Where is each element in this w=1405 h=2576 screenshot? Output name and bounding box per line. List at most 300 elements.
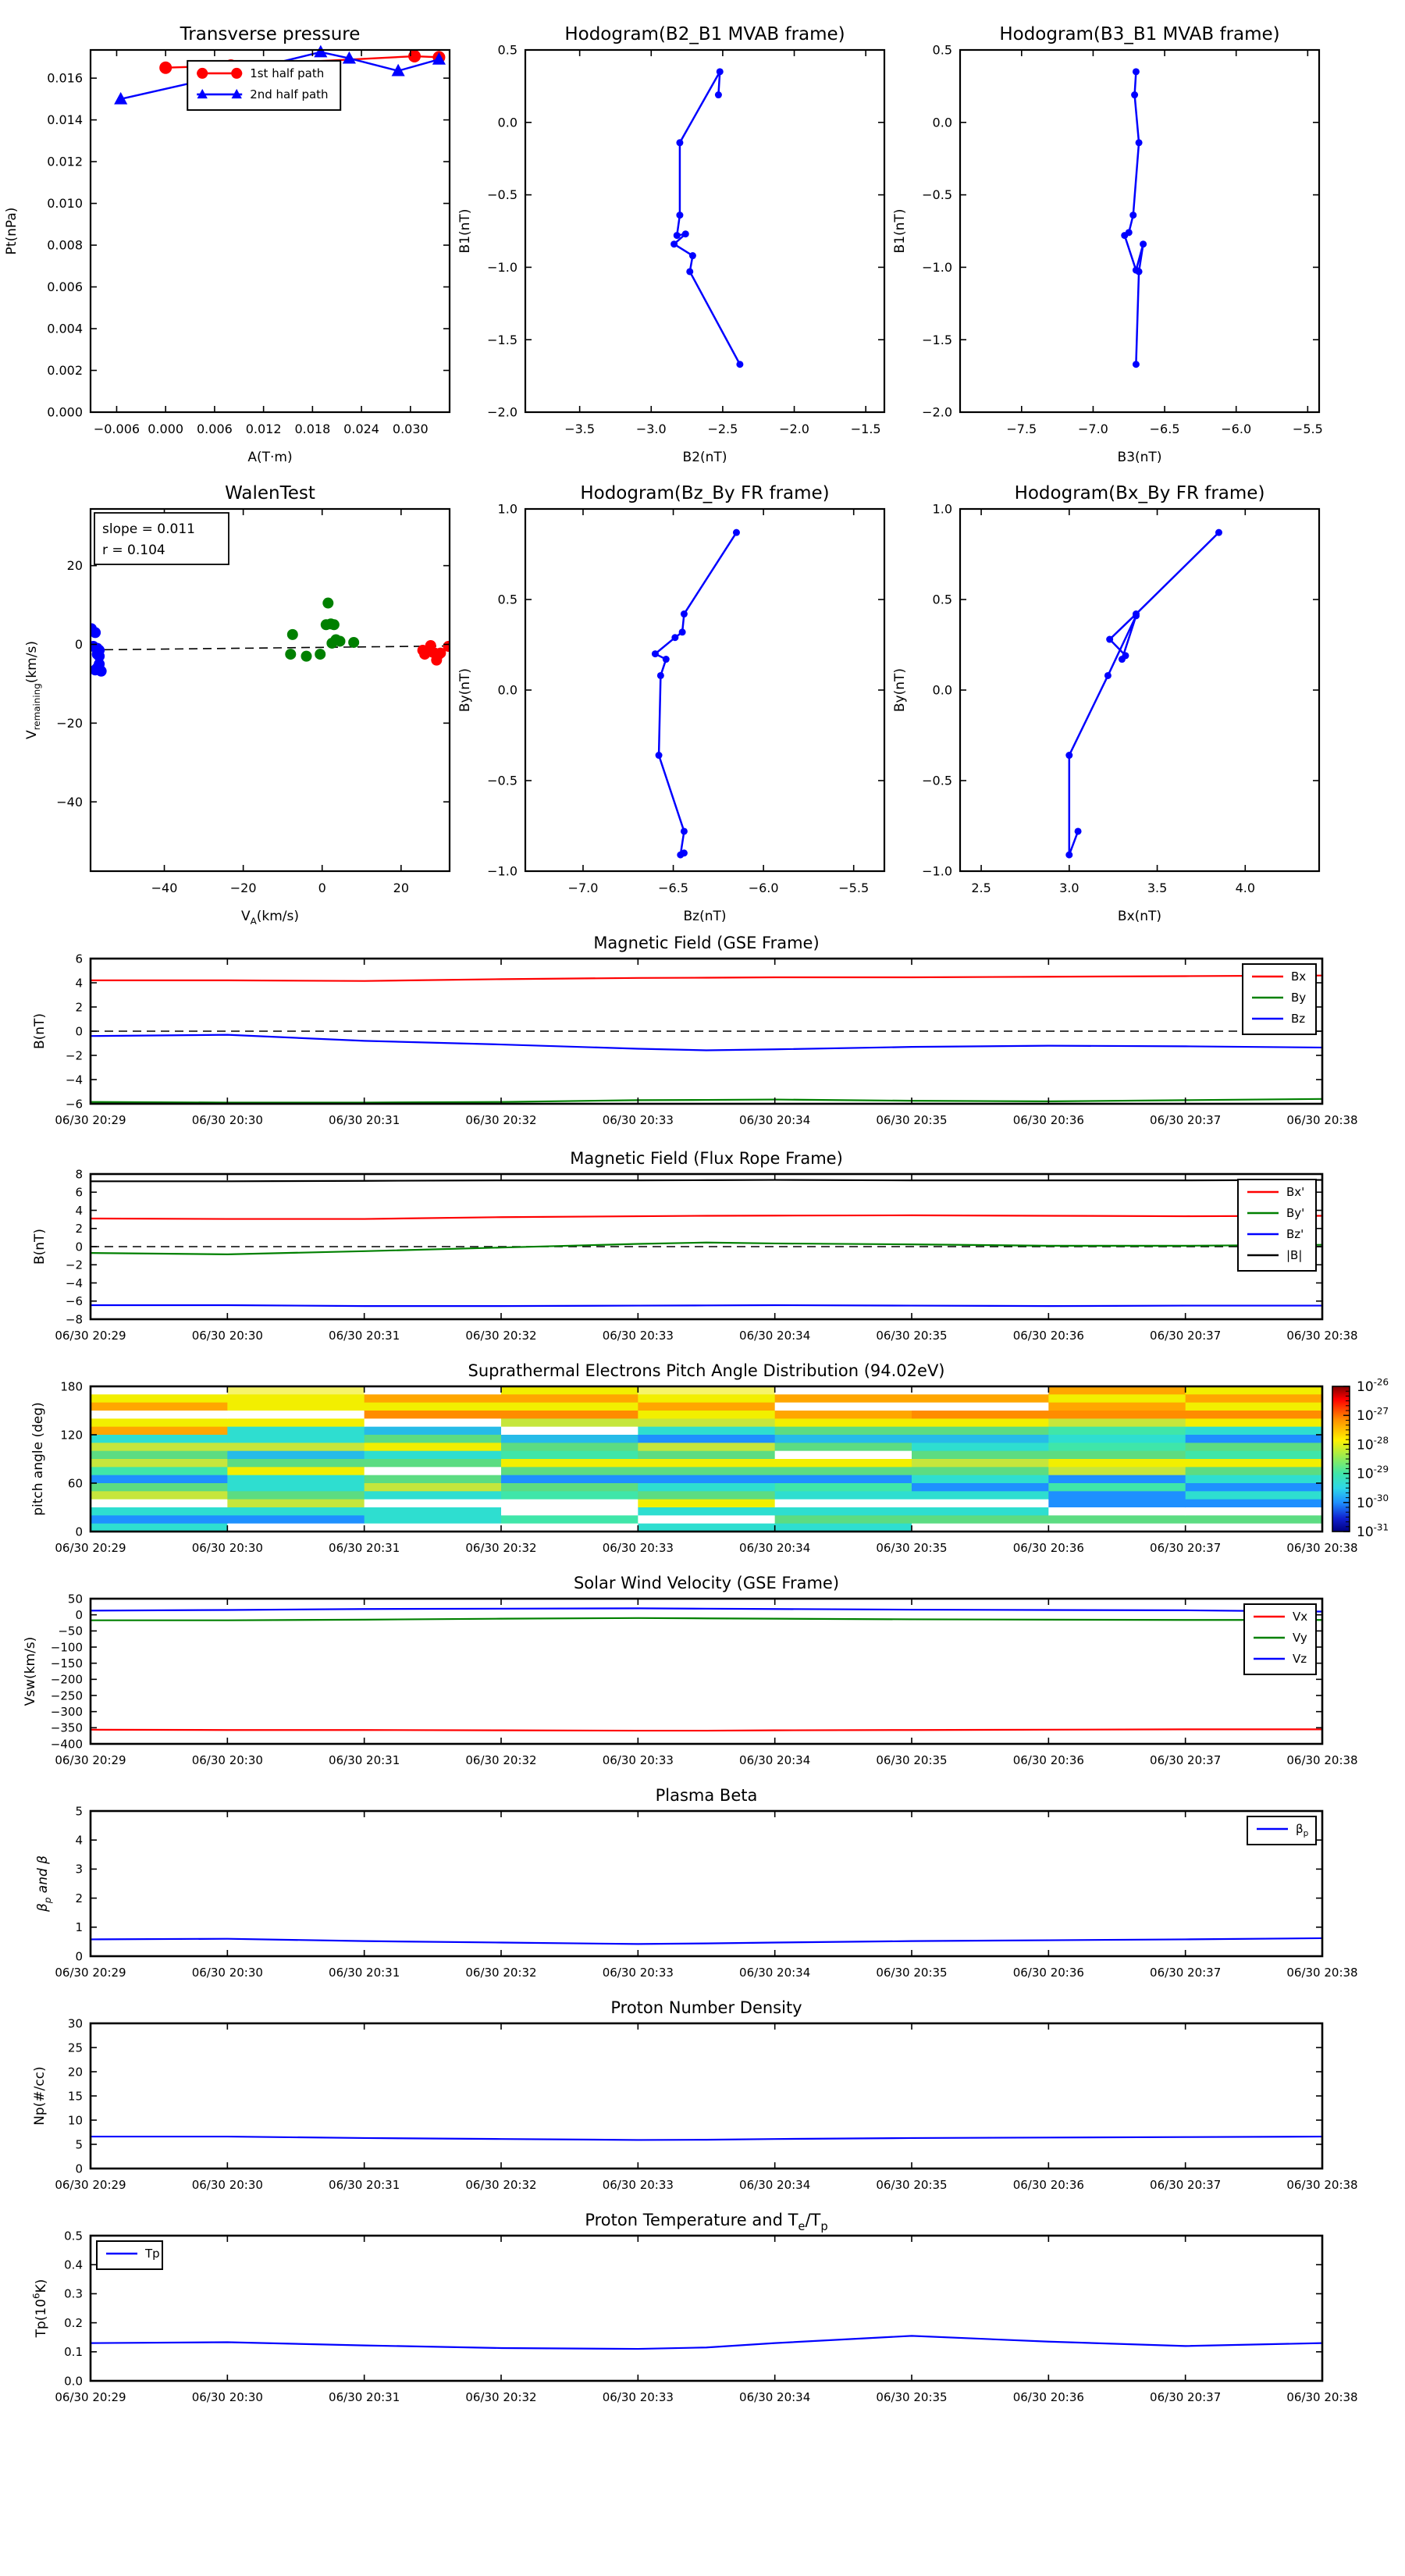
marker-dot bbox=[656, 752, 663, 759]
y-tick-label: −1.5 bbox=[922, 332, 952, 347]
marker-dot bbox=[1133, 68, 1140, 75]
heatmap-cell bbox=[227, 1443, 365, 1451]
y-tick-label: −1.0 bbox=[922, 863, 952, 879]
series-vy bbox=[91, 1618, 1322, 1621]
series-bzbypath bbox=[652, 529, 740, 859]
y-tick-label: 120 bbox=[60, 1428, 83, 1443]
x-tick-label: 06/30 20:31 bbox=[329, 1541, 400, 1555]
heatmap-cell bbox=[91, 1459, 228, 1468]
heatmap-cell bbox=[912, 1459, 1049, 1468]
marker-circle bbox=[96, 666, 107, 677]
heatmap-cell bbox=[912, 1515, 1049, 1524]
marker-dot bbox=[715, 91, 722, 98]
y-tick-label: 0 bbox=[74, 637, 83, 653]
heatmap-cell bbox=[227, 1475, 365, 1484]
marker-circle bbox=[322, 598, 333, 609]
x-tick-label: −5.5 bbox=[838, 881, 870, 895]
x-tick-label: 06/30 20:31 bbox=[329, 2390, 400, 2404]
x-tick-label: 06/30 20:30 bbox=[191, 1966, 263, 1980]
heatmap-cell bbox=[501, 1403, 638, 1411]
y-tick-label: −400 bbox=[50, 1737, 83, 1752]
x-tick-label: 06/30 20:30 bbox=[191, 2390, 263, 2404]
heatmap-cell bbox=[638, 1427, 775, 1436]
heatmap-cell bbox=[912, 1475, 1049, 1484]
heatmap-cell bbox=[775, 1418, 912, 1427]
series-line bbox=[91, 1099, 1322, 1103]
marker-dot bbox=[652, 650, 659, 657]
heatmap-cell bbox=[775, 1451, 912, 1460]
x-tick-label: 06/30 20:33 bbox=[602, 1966, 674, 1980]
heatmap-cell bbox=[91, 1451, 228, 1460]
y-axis-label: B1(nT) bbox=[457, 208, 473, 254]
x-tick-label: 06/30 20:34 bbox=[739, 2390, 811, 2404]
x-tick-label: 06/30 20:38 bbox=[1286, 1329, 1358, 1343]
marker-circle bbox=[443, 641, 454, 652]
heatmap-cell bbox=[775, 1491, 912, 1500]
y-tick-label: 0.012 bbox=[47, 154, 83, 169]
y-tick-label: 4 bbox=[75, 1833, 83, 1848]
series-line bbox=[91, 1243, 1322, 1254]
y-axis-label: By(nT) bbox=[892, 667, 908, 713]
marker-dot bbox=[689, 252, 696, 259]
y-tick-label: 6 bbox=[75, 952, 83, 966]
marker-dot bbox=[676, 139, 683, 146]
heatmap-cell bbox=[91, 1411, 228, 1419]
heatmap-cell bbox=[638, 1394, 775, 1403]
heatmap-cell bbox=[912, 1491, 1049, 1500]
heatmap-cell bbox=[912, 1443, 1049, 1451]
x-axis-label: Bz(nT) bbox=[683, 909, 727, 924]
legend bbox=[97, 2241, 162, 2269]
x-tick-label: −6.0 bbox=[1221, 422, 1252, 436]
y-tick-label: −1.0 bbox=[487, 863, 518, 879]
heatmap-cell bbox=[501, 1443, 638, 1451]
legend-label: 2nd half path bbox=[250, 87, 329, 101]
marker-dot bbox=[1133, 612, 1140, 619]
series-layer bbox=[91, 1608, 1322, 1731]
marker-circle bbox=[285, 649, 296, 660]
series-vz bbox=[91, 1608, 1322, 1611]
heatmap-cell bbox=[912, 1427, 1049, 1436]
x-tick-label: 06/30 20:38 bbox=[1286, 1541, 1358, 1555]
heatmap-cell bbox=[501, 1475, 638, 1484]
x-tick-label: 06/30 20:38 bbox=[1286, 1113, 1358, 1127]
y-tick-label: 0.5 bbox=[932, 42, 952, 58]
heatmap-cell bbox=[775, 1467, 912, 1475]
legend-label: $\beta_p$ bbox=[1296, 1822, 1309, 1839]
heatmap-cell bbox=[912, 1435, 1049, 1443]
marker-dot bbox=[1121, 232, 1128, 239]
x-tick-label: −2.5 bbox=[707, 422, 738, 436]
panel-proton-number-density bbox=[32, 1998, 1358, 2192]
heatmap-cell bbox=[1048, 1515, 1186, 1524]
x-tick-label: 06/30 20:35 bbox=[876, 1329, 948, 1343]
marker-dot bbox=[681, 849, 688, 856]
y-tick-label: 0 bbox=[75, 1525, 83, 1539]
y-tick-label: 2 bbox=[75, 1891, 83, 1905]
plot-border bbox=[960, 509, 1319, 871]
heatmap-cell bbox=[638, 1411, 775, 1419]
heatmap-cell bbox=[912, 1403, 1049, 1411]
colorbar-label: $10^{-26}$ bbox=[1357, 1376, 1389, 1395]
x-axis-label: B2(nT) bbox=[682, 450, 727, 465]
series-layer bbox=[91, 1180, 1322, 1307]
series-line bbox=[91, 1608, 1322, 1611]
x-tick-label: 0 bbox=[318, 881, 326, 895]
x-tick-label: −6.0 bbox=[748, 881, 779, 895]
annotation-line: slope = 0.011 bbox=[102, 521, 195, 537]
x-tick-label: 06/30 20:37 bbox=[1150, 2390, 1222, 2404]
panel-title: Hodogram(B3_B1 MVAB frame) bbox=[999, 24, 1280, 44]
heatmap-cell bbox=[227, 1467, 365, 1475]
x-tick-label: 06/30 20:33 bbox=[602, 1541, 674, 1555]
heatmap-cell bbox=[912, 1411, 1049, 1419]
x-axis-label: A(T·m) bbox=[247, 450, 293, 465]
x-tick-label: −40 bbox=[151, 881, 178, 895]
heatmap-cell bbox=[501, 1491, 638, 1500]
x-tick-label: 4.0 bbox=[1235, 881, 1256, 895]
y-tick-label: 8 bbox=[75, 1167, 83, 1182]
legend-label: Tp bbox=[145, 2247, 160, 2261]
legend bbox=[187, 61, 340, 110]
legend bbox=[1244, 1604, 1316, 1674]
heatmap-cell bbox=[91, 1386, 228, 1395]
series-line bbox=[91, 1305, 1322, 1306]
x-tick-label: 06/30 20:35 bbox=[876, 2390, 948, 2404]
heatmap-cell bbox=[1186, 1491, 1323, 1500]
y-tick-label: 15 bbox=[67, 2089, 83, 2104]
x-tick-label: 06/30 20:29 bbox=[55, 1113, 126, 1127]
marker-dot bbox=[681, 610, 688, 617]
y-axis-label: Pt(nPa) bbox=[4, 207, 20, 255]
x-tick-label: 06/30 20:38 bbox=[1286, 1753, 1358, 1767]
heatmap-cell bbox=[912, 1451, 1049, 1460]
heatmap-cell bbox=[227, 1386, 365, 1395]
heatmap-cell bbox=[1048, 1427, 1186, 1436]
heatmap-cell bbox=[1048, 1435, 1186, 1443]
heatmap-cell bbox=[775, 1394, 912, 1403]
marker-circle bbox=[197, 68, 208, 79]
series-layer bbox=[1065, 529, 1222, 859]
y-tick-label: 4 bbox=[75, 976, 83, 991]
panel-title: Proton Temperature and $T_e/T_p$ bbox=[585, 2211, 828, 2233]
marker-dot bbox=[1136, 139, 1143, 146]
x-tick-label: 06/30 20:38 bbox=[1286, 2390, 1358, 2404]
y-tick-label: 0.5 bbox=[497, 592, 518, 607]
legend-label: 1st half path bbox=[250, 66, 325, 80]
heatmap-cell bbox=[1048, 1500, 1186, 1508]
heatmap-cell bbox=[227, 1491, 365, 1500]
series-line bbox=[91, 1215, 1322, 1219]
marker-circle bbox=[329, 619, 340, 630]
x-tick-label: 06/30 20:29 bbox=[55, 2178, 126, 2192]
heatmap-cell bbox=[91, 1491, 228, 1500]
heatmap-cell bbox=[1186, 1451, 1323, 1460]
panel-title: Hodogram(Bx_By FR frame) bbox=[1014, 483, 1265, 503]
x-tick-label: 06/30 20:35 bbox=[876, 1966, 948, 1980]
heatmap-cell bbox=[91, 1507, 228, 1516]
x-tick-label: 06/30 20:30 bbox=[191, 1329, 263, 1343]
y-tick-label: 0.016 bbox=[47, 70, 83, 86]
x-tick-label: 0.018 bbox=[294, 422, 331, 436]
heatmap-cell bbox=[775, 1443, 912, 1451]
y-tick-label: −2.0 bbox=[487, 404, 518, 420]
panel-magnetic-field-gse bbox=[32, 934, 1358, 1127]
heatmap-cell bbox=[1048, 1451, 1186, 1460]
legend-label: Vz bbox=[1293, 1652, 1307, 1666]
heatmap-cell bbox=[638, 1483, 775, 1492]
panel-proton-temperature bbox=[30, 2211, 1357, 2404]
x-tick-label: −1.5 bbox=[850, 422, 881, 436]
x-tick-label: −3.0 bbox=[635, 422, 667, 436]
heatmap-cell bbox=[91, 1443, 228, 1451]
marker-dot bbox=[670, 240, 678, 247]
heatmap-cell bbox=[1186, 1386, 1323, 1395]
heatmap-cell bbox=[912, 1467, 1049, 1475]
y-tick-label: −200 bbox=[50, 1672, 83, 1687]
series-line bbox=[91, 1618, 1322, 1621]
y-tick-label: 0.5 bbox=[497, 42, 518, 58]
x-tick-label: 06/30 20:32 bbox=[465, 1753, 537, 1767]
marker-dot bbox=[1075, 827, 1082, 834]
heatmap-cell bbox=[365, 1475, 502, 1484]
y-tick-label: −8 bbox=[65, 1312, 83, 1327]
y-tick-label: −1.0 bbox=[487, 260, 518, 275]
heatmap-cell bbox=[365, 1403, 502, 1411]
y-tick-label: 0 bbox=[75, 1607, 83, 1622]
x-tick-label: −6.5 bbox=[658, 881, 688, 895]
x-tick-label: 0.006 bbox=[197, 422, 233, 436]
panel-title: Magnetic Field (GSE Frame) bbox=[593, 934, 820, 952]
heatmap-cell bbox=[365, 1435, 502, 1443]
heatmap-cell bbox=[638, 1418, 775, 1427]
y-tick-label: −6 bbox=[65, 1097, 83, 1112]
series-bz bbox=[91, 1035, 1322, 1051]
heatmap-cell bbox=[912, 1507, 1049, 1516]
series-line bbox=[91, 976, 1322, 981]
heatmap-cell bbox=[775, 1386, 912, 1395]
heatmap-cell bbox=[1186, 1411, 1323, 1419]
marker-circle bbox=[315, 649, 325, 660]
legend-label: Bx' bbox=[1286, 1185, 1305, 1199]
panel-hodogram-b3-b1 bbox=[892, 24, 1323, 465]
y-axis-label: B(nT) bbox=[32, 1228, 48, 1265]
heatmap-cell bbox=[775, 1403, 912, 1411]
x-tick-label: −5.5 bbox=[1292, 422, 1323, 436]
heatmap-cell bbox=[912, 1386, 1049, 1395]
heatmap-cell bbox=[227, 1394, 365, 1403]
series-by bbox=[91, 1099, 1322, 1103]
x-tick-label: 0.000 bbox=[148, 422, 184, 436]
heatmap-cell bbox=[1048, 1483, 1186, 1492]
y-tick-label: −20 bbox=[56, 715, 83, 731]
x-tick-label: 06/30 20:35 bbox=[876, 1541, 948, 1555]
heatmap-cell bbox=[501, 1435, 638, 1443]
heatmap-cell bbox=[638, 1507, 775, 1516]
x-tick-label: 0.030 bbox=[392, 422, 429, 436]
heatmap-cell bbox=[1186, 1443, 1323, 1451]
y-tick-label: −2 bbox=[65, 1258, 83, 1272]
y-tick-label: 0.0 bbox=[932, 682, 952, 698]
x-tick-label: 06/30 20:33 bbox=[602, 2178, 674, 2192]
x-tick-label: 06/30 20:32 bbox=[465, 2178, 537, 2192]
y-axis-label: Np(#/cc) bbox=[32, 2066, 48, 2126]
y-tick-label: 0.0 bbox=[64, 2374, 83, 2389]
y-tick-label: −2.0 bbox=[922, 404, 952, 420]
y-tick-label: −6 bbox=[65, 1294, 83, 1308]
heatmap-cell bbox=[638, 1435, 775, 1443]
x-tick-label: 06/30 20:33 bbox=[602, 2390, 674, 2404]
y-tick-label: −4 bbox=[65, 1073, 83, 1087]
heatmap-cell bbox=[1186, 1403, 1323, 1411]
panel-hodogram-b2-b1 bbox=[457, 24, 884, 465]
plot-border bbox=[91, 2236, 1322, 2381]
heatmap-cell bbox=[365, 1451, 502, 1460]
colorbar-label: $10^{-30}$ bbox=[1357, 1493, 1389, 1511]
heatmap-cell bbox=[91, 1467, 228, 1475]
series-line bbox=[674, 72, 740, 365]
annotation bbox=[94, 513, 229, 564]
y-axis-label: By(nT) bbox=[457, 667, 473, 713]
heatmap-cell bbox=[1186, 1507, 1323, 1516]
legend-label: |B| bbox=[1286, 1248, 1303, 1262]
marker-dot bbox=[1119, 656, 1126, 663]
panel-pitch-angle-distribution bbox=[30, 1361, 1389, 1555]
panel-title: Suprathermal Electrons Pitch Angle Distribution (94.02eV) bbox=[468, 1361, 945, 1380]
heatmap-cell bbox=[1048, 1459, 1186, 1468]
marker-dot bbox=[1065, 752, 1072, 759]
heatmap-cell bbox=[775, 1411, 912, 1419]
x-tick-label: 06/30 20:32 bbox=[465, 2390, 537, 2404]
heatmap-cell bbox=[501, 1427, 638, 1436]
series-line bbox=[91, 2336, 1322, 2349]
heatmap-cell bbox=[638, 1386, 775, 1395]
heatmap-cell bbox=[501, 1418, 638, 1427]
x-tick-label: 06/30 20:29 bbox=[55, 1541, 126, 1555]
x-tick-label: 06/30 20:34 bbox=[739, 1753, 811, 1767]
series-bz bbox=[91, 1305, 1322, 1306]
legend-label: Bz' bbox=[1286, 1227, 1304, 1241]
heatmap-cell bbox=[501, 1386, 638, 1395]
marker-dot bbox=[1129, 212, 1136, 219]
x-tick-label: 06/30 20:33 bbox=[602, 1753, 674, 1767]
heatmap-cell bbox=[1048, 1467, 1186, 1475]
series-line bbox=[655, 532, 736, 855]
y-tick-label: 6 bbox=[75, 1185, 83, 1200]
y-axis-label: $Tp(10^6K)$ bbox=[30, 2279, 49, 2338]
colorbar-label: $10^{-27}$ bbox=[1357, 1405, 1389, 1425]
x-tick-label: 06/30 20:30 bbox=[191, 2178, 263, 2192]
y-tick-label: 0 bbox=[75, 1949, 83, 1964]
y-tick-label: 0.000 bbox=[47, 404, 83, 420]
x-tick-label: 06/30 20:31 bbox=[329, 1966, 400, 1980]
x-tick-label: 0.024 bbox=[343, 422, 379, 436]
legend-label: Vx bbox=[1293, 1610, 1308, 1624]
y-tick-label: 20 bbox=[66, 558, 83, 574]
x-tick-label: −0.006 bbox=[93, 422, 140, 436]
x-tick-label: −6.5 bbox=[1149, 422, 1180, 436]
heatmap-cell bbox=[775, 1515, 912, 1524]
heatmap-cell bbox=[365, 1411, 502, 1419]
heatmap-cell bbox=[365, 1394, 502, 1403]
marker-dot bbox=[1140, 240, 1147, 247]
heatmap-cell bbox=[638, 1491, 775, 1500]
heatmap-cell bbox=[1048, 1386, 1186, 1395]
plot-border bbox=[525, 50, 884, 412]
x-tick-label: 06/30 20:31 bbox=[329, 1113, 400, 1127]
y-tick-label: −0.5 bbox=[487, 773, 518, 788]
marker-dot bbox=[1131, 91, 1138, 98]
y-tick-label: 60 bbox=[67, 1476, 83, 1491]
heatmap-cell bbox=[227, 1403, 365, 1411]
y-tick-label: 0.0 bbox=[497, 115, 518, 130]
annotation-line: r = 0.104 bbox=[102, 543, 165, 558]
plot-border bbox=[960, 50, 1319, 412]
heatmap-cell bbox=[1048, 1507, 1186, 1516]
heatmap-cell bbox=[775, 1427, 912, 1436]
x-tick-label: 06/30 20:36 bbox=[1012, 1113, 1084, 1127]
x-tick-label: 06/30 20:36 bbox=[1012, 2390, 1084, 2404]
legend-label: Bz bbox=[1291, 1012, 1306, 1026]
marker-dot bbox=[682, 230, 689, 237]
heatmap-cell bbox=[227, 1507, 365, 1516]
heatmap-cell bbox=[501, 1451, 638, 1460]
y-tick-label: −350 bbox=[50, 1720, 83, 1735]
marker-circle bbox=[334, 635, 345, 646]
y-tick-label: −1.0 bbox=[922, 260, 952, 275]
x-tick-label: 06/30 20:35 bbox=[876, 1113, 948, 1127]
marker-circle bbox=[90, 627, 101, 638]
x-tick-label: 06/30 20:36 bbox=[1012, 1541, 1084, 1555]
x-tick-label: 06/30 20:31 bbox=[329, 2178, 400, 2192]
x-tick-label: −7.5 bbox=[1006, 422, 1037, 436]
colorbar-label: $10^{-29}$ bbox=[1357, 1463, 1389, 1482]
x-tick-label: 06/30 20:38 bbox=[1286, 1966, 1358, 1980]
y-tick-label: −4 bbox=[65, 1276, 83, 1290]
y-tick-label: 1.0 bbox=[932, 501, 952, 517]
legend-label: Bx bbox=[1291, 970, 1307, 984]
panel-solar-wind-velocity bbox=[23, 1574, 1358, 1767]
series-b3b1path bbox=[1121, 68, 1147, 368]
marker-dot bbox=[681, 827, 688, 834]
y-tick-label: −0.5 bbox=[922, 773, 952, 788]
y-tick-label: 10 bbox=[67, 2113, 83, 2128]
series-layer bbox=[91, 2137, 1322, 2140]
y-axis-label: B(nT) bbox=[32, 1012, 48, 1050]
series-line bbox=[91, 1035, 1322, 1051]
colorbar-label: $10^{-31}$ bbox=[1357, 1521, 1389, 1540]
y-tick-label: 0.002 bbox=[47, 363, 83, 379]
heatmap-cell bbox=[91, 1435, 228, 1443]
panel-hodogram-bx-by bbox=[892, 483, 1319, 924]
marker-dot bbox=[733, 529, 740, 536]
x-tick-label: 06/30 20:33 bbox=[602, 1329, 674, 1343]
series-layer bbox=[86, 598, 454, 677]
y-tick-label: 180 bbox=[60, 1379, 83, 1394]
x-tick-label: 06/30 20:32 bbox=[465, 1329, 537, 1343]
legend bbox=[1243, 964, 1316, 1034]
marker-dot bbox=[1104, 672, 1112, 679]
heatmap-cell bbox=[501, 1411, 638, 1419]
heatmap-cell bbox=[227, 1435, 365, 1443]
x-tick-label: 06/30 20:37 bbox=[1150, 1329, 1222, 1343]
dashed-reference-line bbox=[91, 646, 450, 650]
x-tick-label: 06/30 20:33 bbox=[602, 1113, 674, 1127]
y-tick-label: 25 bbox=[67, 2041, 83, 2055]
series-bx bbox=[91, 976, 1322, 981]
heatmap-cell bbox=[912, 1394, 1049, 1403]
heatmap-cell bbox=[775, 1459, 912, 1468]
